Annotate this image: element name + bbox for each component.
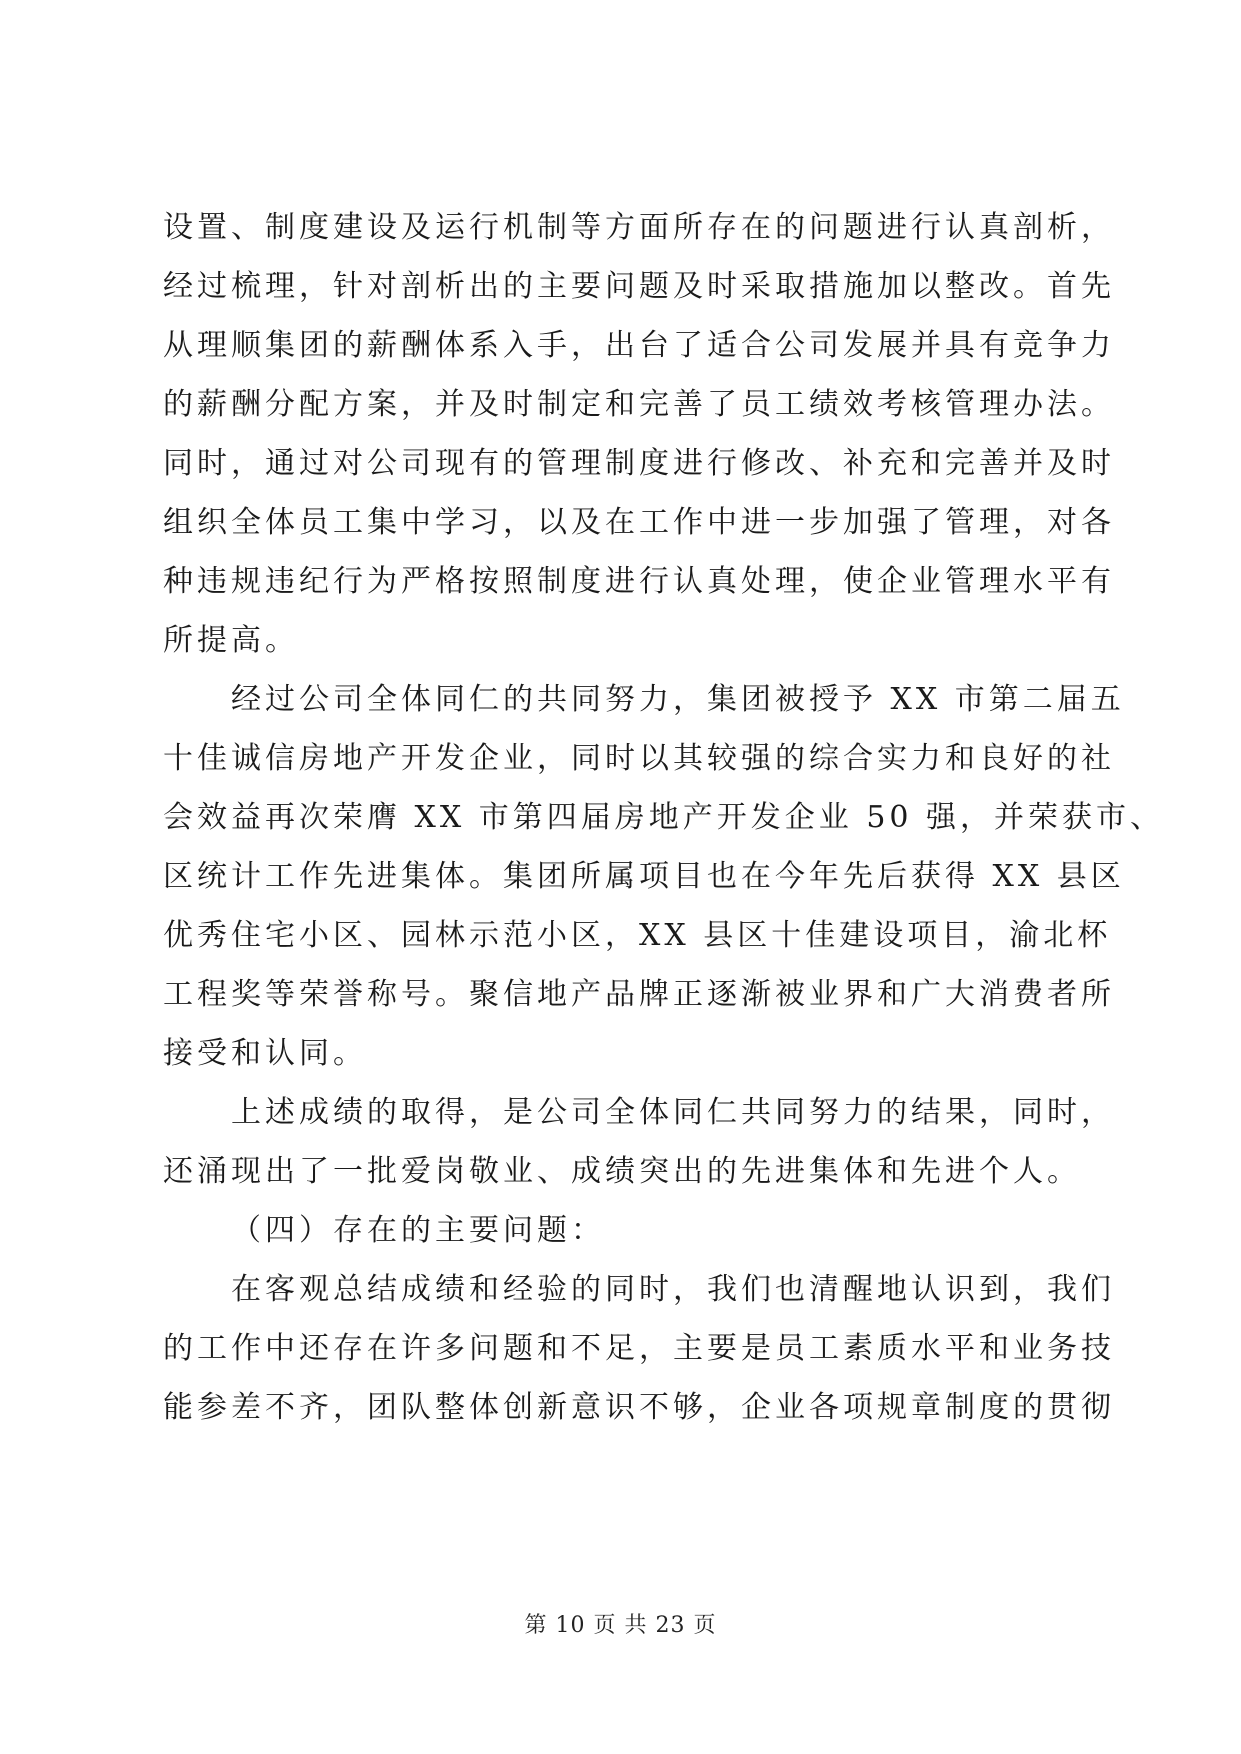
page-number-footer: 第 10 页 共 23 页: [524, 1613, 717, 1638]
text-line: 经过公司全体同仁的共同努力，集团被授予 XX 市第二届五: [231, 682, 1125, 717]
text-line: 接受和认同。: [163, 1036, 367, 1071]
text-line: 的工作中还存在许多问题和不足，主要是员工素质水平和业务技: [163, 1331, 1115, 1366]
text-line: 优秀住宅小区、园林示范小区，XX 县区十佳建设项目，渝北杯: [163, 918, 1112, 953]
text-line: 还涌现出了一批爱岗敬业、成绩突出的先进集体和先进个人。: [163, 1154, 1081, 1189]
paragraph-achievements: [163, 1083, 1115, 1201]
text-line: 种违规违纪行为严格按照制度进行认真处理，使企业管理水平有: [163, 564, 1115, 599]
text-line: 组织全体员工集中学习，以及在工作中进一步加强了管理，对各: [163, 505, 1115, 540]
text-line: 的薪酬分配方案，并及时制定和完善了员工绩效考核管理办法。: [163, 387, 1115, 422]
text-line: 区统计工作先进集体。集团所属项目也在今年先后获得 XX 县区: [163, 859, 1125, 894]
text-line: 能参差不齐，团队整体创新意识不够，企业各项规章制度的贯彻: [163, 1390, 1115, 1425]
paragraph-honors: [163, 670, 1165, 1083]
text-line: （四）存在的主要问题：: [231, 1213, 605, 1248]
text-line: 会效益再次荣膺 XX 市第四届房地产开发企业 50 强，并荣获市、: [163, 800, 1165, 835]
section-heading-problems: [163, 1201, 1083, 1260]
text-line: 在客观总结成绩和经验的同时，我们也清醒地认识到，我们: [231, 1272, 1115, 1307]
document-body: [163, 198, 1165, 1437]
text-line: 上述成绩的取得，是公司全体同仁共同努力的结果，同时，: [231, 1095, 1115, 1130]
text-line: 经过梳理，针对剖析出的主要问题及时采取措施加以整改。首先: [163, 269, 1115, 304]
paragraph-problems: [163, 1260, 1115, 1437]
text-line: 同时，通过对公司现有的管理制度进行修改、补充和完善并及时: [163, 446, 1115, 481]
text-line: 所提高。: [163, 623, 299, 658]
text-line: 从理顺集团的薪酬体系入手，出台了适合公司发展并具有竞争力: [163, 328, 1115, 363]
paragraph-management-reform: [163, 198, 1115, 670]
text-line: 工程奖等荣誉称号。聚信地产品牌正逐渐被业界和广大消费者所: [163, 977, 1115, 1012]
text-line: 设置、制度建设及运行机制等方面所存在的问题进行认真剖析，: [163, 210, 1115, 245]
text-line: 十佳诚信房地产开发企业，同时以其较强的综合实力和良好的社: [163, 741, 1115, 776]
